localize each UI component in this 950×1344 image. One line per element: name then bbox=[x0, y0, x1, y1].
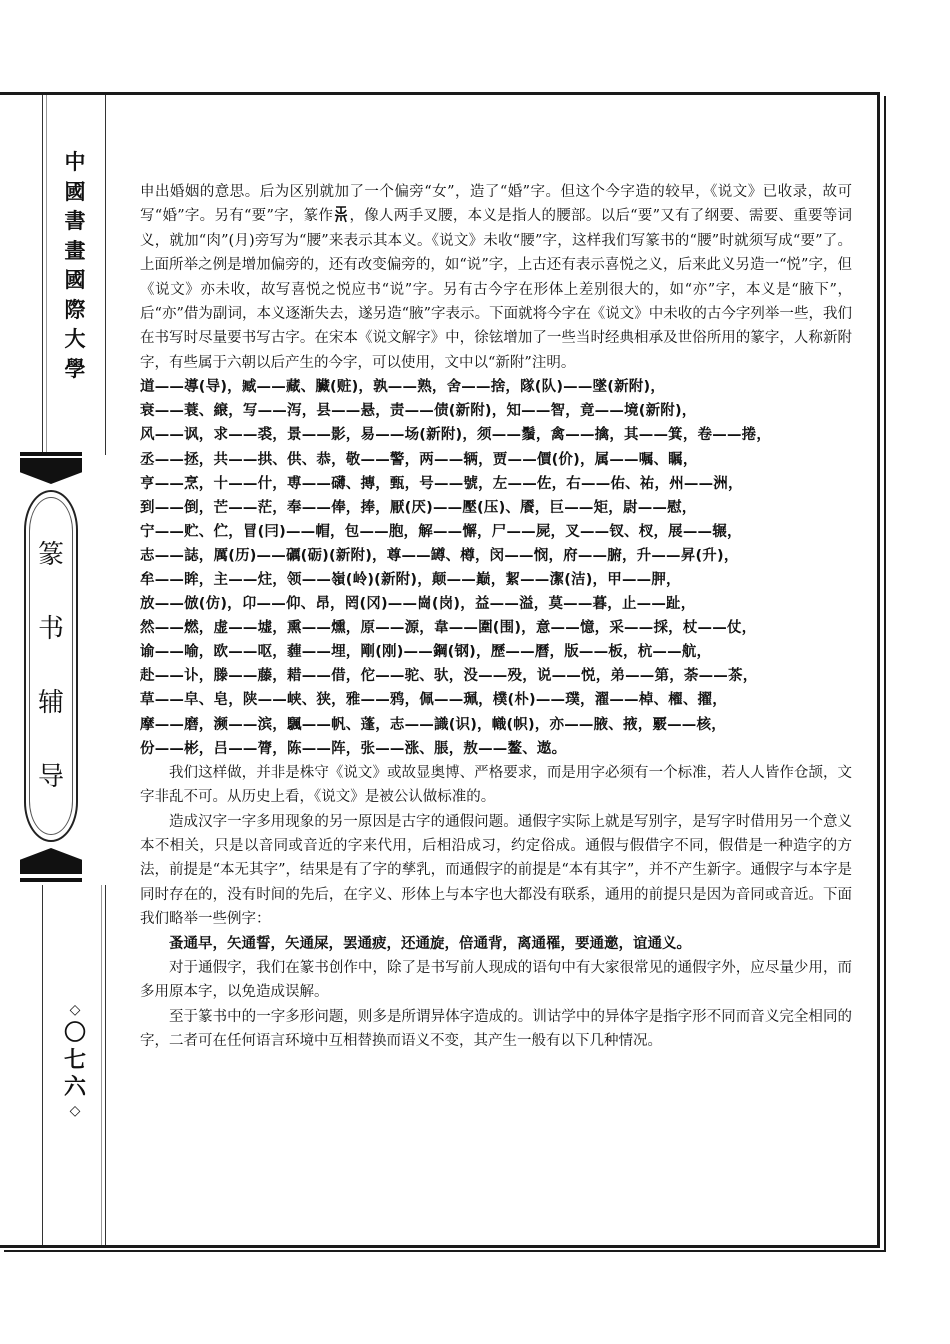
univ-char: 中 bbox=[64, 150, 86, 174]
title-char: 导 bbox=[37, 762, 64, 792]
univ-char: 學 bbox=[64, 356, 86, 381]
list-line: 放——倣(仿)，卬——仰、昂，罔(冈)——崗(岗)，益——溢，莫——暮，止——趾， bbox=[140, 596, 696, 613]
paragraph-text: 申出婚姻的意思。后为区别就加了一个偏旁“女”，造了“婚”字。但这个今字造的较早，《说文》已收录，故可写“婚”字。另有“要”字，篆作 bbox=[140, 184, 852, 225]
list-line: 摩——磨，濒——滨，颿——帆、蓬，志——識(识)，幟(帜)，亦——腋、掖，覈——核， bbox=[140, 716, 726, 733]
list-line: 然——燃，虚——墟，熏——燻，原——源，韋——圍(围)，意——憶，采——採，杖——仗， bbox=[140, 620, 757, 637]
univ-char: 畫 bbox=[64, 238, 86, 263]
univ-char: 際 bbox=[64, 297, 86, 322]
examples-line: 蚤通早，矢通誓，矢通屎，罢通疲，还通旋，倍通背，离通罹，要通邀，谊通义。 bbox=[169, 935, 691, 952]
margin-rule bbox=[105, 885, 106, 1245]
title-char: 篆 bbox=[37, 540, 64, 570]
page-digit: 〇 bbox=[63, 1020, 86, 1046]
list-line: 亨——烹，十——什，尃——礴、摶，甄，号——號，左——佐，右——佑、祐，州——洲， bbox=[140, 475, 743, 492]
list-line: 志——誌，厲(历)——礪(砺)(新附)，尊——罇、樽，闵——悯，府——腑，升——昇(升)， bbox=[140, 547, 739, 564]
list-line: 草——皁、皂，陕——峡、狭，雅——鸦，佩——珮，樸(朴)——璞，濯——棹、櫂、擢， bbox=[140, 692, 727, 709]
list-line: 牟——眸，主——炷，领——嶺(岭)(新附)，颠——巅，絜——潔(洁)，甲——胛， bbox=[140, 572, 681, 588]
list-line: 丞——拯，共——拱、供、恭，敬——警，两——辆，贾——價(价)，属——嘱、瞩， bbox=[140, 451, 698, 468]
title-char: 辅 bbox=[37, 688, 64, 718]
list-line: 道——導(导)，臧——藏、臟(赃)，孰——熟，舍——捨，隊(队)——墜(新附)， bbox=[140, 379, 666, 396]
list-line: 赴——讣，滕——藤，耤——借，佗——驼、驮，没——殁，说——悦，弟——第，荼——茶， bbox=[140, 668, 758, 685]
paragraph-text: ，像人两手叉腰，本义是指人的腰部。以后“要”又有了纲要、需要、重要等词义，就加“肉”(月)旁写为“腰”来表示其本义。《说文》未收“腰”字，这样我们写篆书的“腰”时就须写成“要”了。上面所举之例是增加偏旁的，还有改变偏旁的，如“说”字，上古还有表示喜悦之义，后来此义另造一“悦”字，但《说文》亦未收，故写喜悦之悦应书“说”字。另有古今字在形体上差别很大的，如“亦”字，本义是“腋下”，后“亦”借为副词，本义逐渐失去，遂另造“腋”字表示。下面就将今字在《说文》中未收的古今字列举一些，我们在书写时尽量要书写古字。在宋本《说文解字》中，徐铉增加了一些当时经典相承及世俗所用的篆字，人称新附字，有些属于六朝以后产生的今字，可以使用，文中以“新附”注明。 bbox=[140, 208, 853, 371]
main-text bbox=[140, 180, 852, 1054]
chapter-title bbox=[36, 540, 66, 836]
paragraph: 至于篆书中的一字多形问题，则多是所谓异体字造成的。训诂学中的异体字是指字形不同而音义完全相同的字，二者可在任何语言环境中互相替换而语义不变，其产生一般有以下几种情况。 bbox=[140, 1008, 852, 1050]
paragraph: 我们这样做，并非是株守《说文》或故显奥博、严格要求，而是用字必须有一个标准，若人人皆作仓颉，文字非乱不可。从历史上看，《说文》是被公认做标准的。 bbox=[140, 764, 852, 806]
banner-bar bbox=[20, 878, 82, 882]
list-line: 宁——贮、伫，冒(冃)——帽，包——胞，解——懈，尸——屍，叉——钗、杈，展——辗， bbox=[140, 523, 742, 540]
title-char: 书 bbox=[37, 614, 64, 644]
univ-char: 國 bbox=[64, 268, 86, 292]
univ-char: 書 bbox=[64, 209, 86, 233]
list-line: 风——讽，求——裘，景——影，易——场(新附)，须——鬚，禽——擒，其——箕，卷——捲， bbox=[140, 427, 772, 444]
univ-char: 國 bbox=[64, 179, 86, 204]
paragraph: 对于通假字，我们在篆书创作中，除了是书写前人现成的语句中有大家很常见的通假字外，应尽量少用，而多用原本字，以免造成误解。 bbox=[140, 960, 852, 1001]
list-line: 到——倒，芒——茫，奉——俸，捧，厭(厌)——壓(压)、餍，巨——矩，尉——慰， bbox=[140, 499, 697, 516]
page-digit: 六 bbox=[63, 1074, 86, 1100]
banner-bar bbox=[20, 452, 82, 456]
page-digit: 七 bbox=[63, 1047, 86, 1073]
paragraph: 造成汉字一字多用现象的另一原因是古字的通假问题。通假字实际上就是写别字，是写字时借用另一个意义本不相关，只是以音同或音近的字来代用，后相沿成习，约定俗成。通假与假借字不同，假借是一种造字的方法，前提是“本无其字”，结果是有了字的孳乳，而通假字的前提是“本有其字”，并不产生新字。通假字与本字是同时存在的，没有时间的先后，在字义、形体上与本字也大都没有联系，通用的前提只是因为音同或音近。下面我们略举一些例字： bbox=[140, 813, 852, 928]
list-line: 谕——喻，欧——呕，薶——埋，剛(刚)——鋼(钢)，歷——曆，版——板，杭——航， bbox=[140, 644, 712, 661]
diamond-icon: ◇ bbox=[69, 1002, 81, 1018]
univ-char: 大 bbox=[64, 327, 86, 351]
margin-rule bbox=[46, 95, 47, 455]
seal-script-yao-icon bbox=[333, 205, 349, 223]
list-line: 衰——蓑、縗，写——泻，县——悬，责——债(新附)，知——智，竟——境(新附)， bbox=[140, 403, 697, 420]
margin-rule bbox=[101, 885, 102, 1245]
margin-rule bbox=[42, 95, 43, 455]
margin-rule bbox=[42, 885, 43, 1245]
page-number bbox=[60, 1000, 90, 1121]
university-name bbox=[60, 148, 90, 384]
character-pairs-list bbox=[140, 375, 852, 761]
diamond-icon: ◇ bbox=[69, 1103, 81, 1119]
paragraph bbox=[140, 180, 852, 375]
margin-rule bbox=[105, 95, 106, 455]
list-line: 份——彬，吕——膂，陈——阵，张——涨、脹，敖——鳌、遨。 bbox=[140, 740, 567, 757]
